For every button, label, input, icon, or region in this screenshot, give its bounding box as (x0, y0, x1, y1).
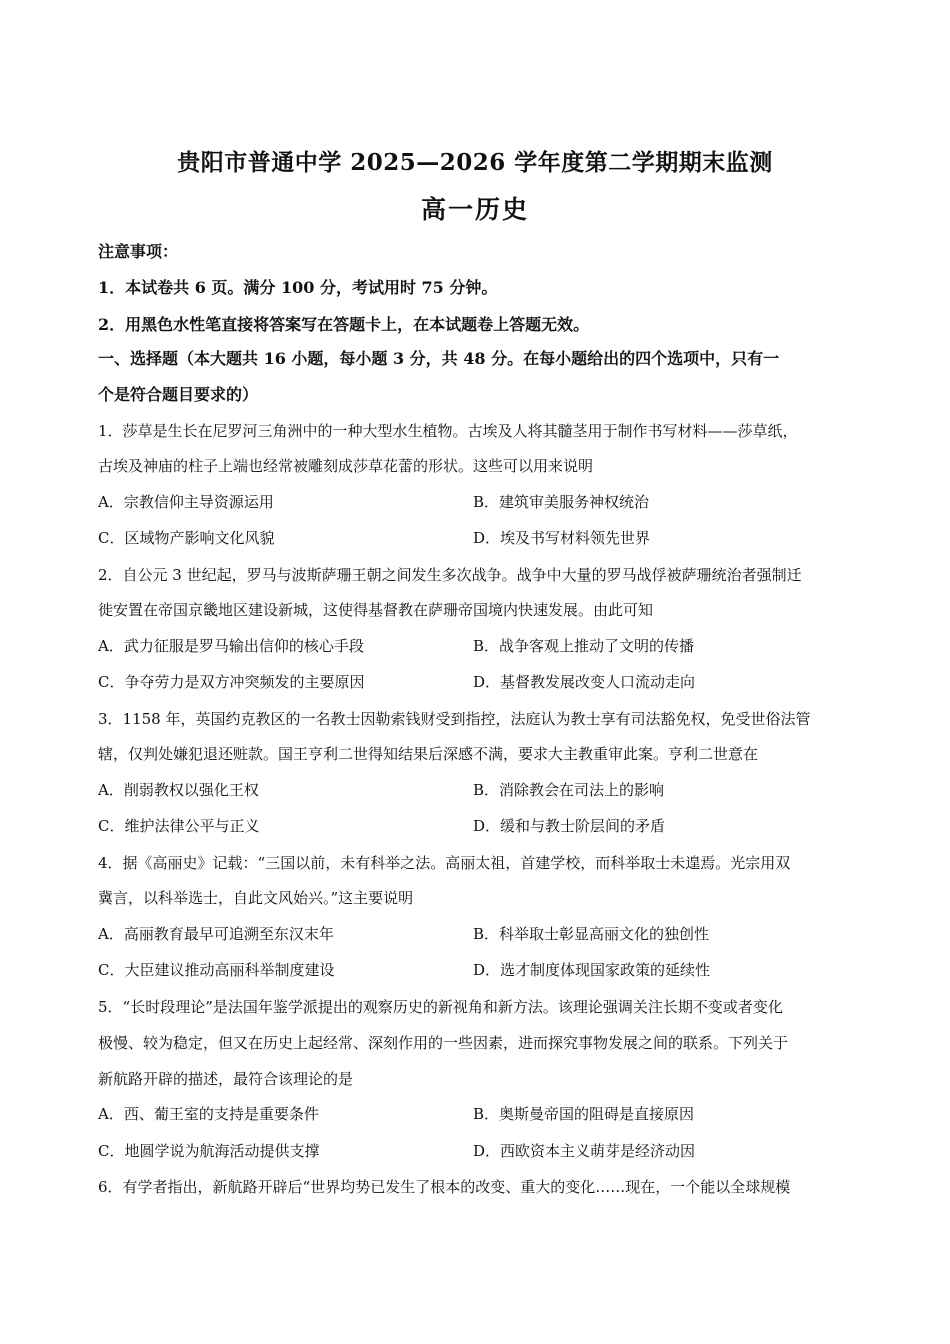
exam-subject: 高一历史 (420, 195, 529, 224)
question-2-option-a[interactable]: A．武力征服是罗马输出信仰的核心手段 (98, 637, 364, 655)
question-5-text: 5．“长时段理论”是法国年鉴学派提出的观察历史的新视角和新方法。该理论强调关注长期不变或者变化 (98, 998, 783, 1016)
question-4-text: 冀言，以科举选士，自此文风始兴。”这主要说明 (98, 889, 414, 907)
question-1-text: 1．莎草是生长在尼罗河三角洲中的一种大型水生植物。古埃及人将其髓茎用于制作书写材料——莎草纸， (98, 422, 798, 440)
question-5-option-d[interactable]: D．西欧资本主义萌芽是经济动因 (473, 1142, 696, 1160)
notice-item: 2．用黑色水性笔直接将答案写在答题卡上，在本试题卷上答题无效。 (98, 315, 590, 334)
question-2-option-d[interactable]: D．基督教发展改变人口流动走向 (473, 673, 696, 691)
question-4-option-a[interactable]: A．高丽教育最早可追溯至东汉末年 (98, 925, 334, 943)
notice-item: 1．本试卷共 6 页。满分 100 分，考试用时 75 分钟。 (98, 278, 498, 297)
notice-heading: 注意事项： (98, 242, 179, 261)
question-2-text: 2．自公元 3 世纪起，罗马与波斯萨珊王朝之间发生多次战争。战争中大量的罗马战俘被萨珊统治者强制迁 (98, 566, 802, 584)
question-5-option-a[interactable]: A．西、葡王室的支持是重要条件 (98, 1105, 319, 1123)
question-5-option-c[interactable]: C．地圆学说为航海活动提供支撑 (98, 1142, 320, 1160)
question-5-option-b[interactable]: B．奥斯曼帝国的阻碍是直接原因 (473, 1105, 695, 1123)
question-3-text: 3．1158 年，英国约克教区的一名教士因勒索钱财受到指控，法庭认为教士享有司法豁免权，免受世俗法管 (98, 710, 811, 728)
question-2-text: 徙安置在帝国京畿地区建设新城，这使得基督教在萨珊帝国境内快速发展。由此可知 (98, 601, 654, 619)
question-5-text: 极慢、较为稳定，但又在历史上起经常、深刻作用的一些因素，进而探究事物发展之间的联系。下列关于 (98, 1034, 789, 1052)
question-4-option-b[interactable]: B．科举取士彰显高丽文化的独创性 (473, 925, 710, 943)
question-3-text: 辖，仅判处嫌犯退还赃款。国王亨利二世得知结果后深感不满，要求大主教重审此案。亨利二世意在 (98, 745, 759, 763)
question-1-option-c[interactable]: C．区域物产影响文化风貌 (98, 529, 275, 547)
question-3-option-b[interactable]: B．消除教会在司法上的影响 (473, 781, 665, 799)
question-4-option-c[interactable]: C．大臣建议推动高丽科举制度建设 (98, 961, 335, 979)
question-4-text: 4．据《高丽史》记载：“三国以前，未有科举之法。高丽太祖，首建学校，而科举取士未遑焉。光宗用双 (98, 854, 791, 872)
question-6-text: 6．有学者指出，新航路开辟后“世界均势已发生了根本的改变、重大的变化……现在，一个能以全球规模 (98, 1178, 791, 1196)
question-4-option-d[interactable]: D．选才制度体现国家政策的延续性 (473, 961, 711, 979)
question-5-text: 新航路开辟的描述，最符合该理论的是 (98, 1070, 354, 1088)
question-2-option-b[interactable]: B．战争客观上推动了文明的传播 (473, 637, 695, 655)
question-1-option-d[interactable]: D．埃及书写材料领先世界 (473, 529, 651, 547)
question-2-option-c[interactable]: C．争夺劳力是双方冲突频发的主要原因 (98, 673, 365, 691)
exam-title: 贵阳市普通中学 2025—2026 学年度第二学期期末监测 (177, 149, 773, 176)
question-1-option-a[interactable]: A．宗教信仰主导资源运用 (98, 493, 274, 511)
question-1-text: 古埃及神庙的柱子上端也经常被雕刻成莎草花蕾的形状。这些可以用来说明 (98, 457, 594, 475)
question-3-option-d[interactable]: D．缓和与教士阶层间的矛盾 (473, 817, 666, 835)
question-3-option-c[interactable]: C．维护法律公平与正义 (98, 817, 260, 835)
question-1-option-b[interactable]: B．建筑审美服务神权统治 (473, 493, 650, 511)
section-heading-cont: 个是符合题目要求的） (98, 385, 259, 404)
section-heading: 一、选择题（本大题共 16 小题，每小题 3 分，共 48 分。在每小题给出的四个选项中，只有一 (98, 349, 780, 368)
question-3-option-a[interactable]: A．削弱教权以强化王权 (98, 781, 259, 799)
